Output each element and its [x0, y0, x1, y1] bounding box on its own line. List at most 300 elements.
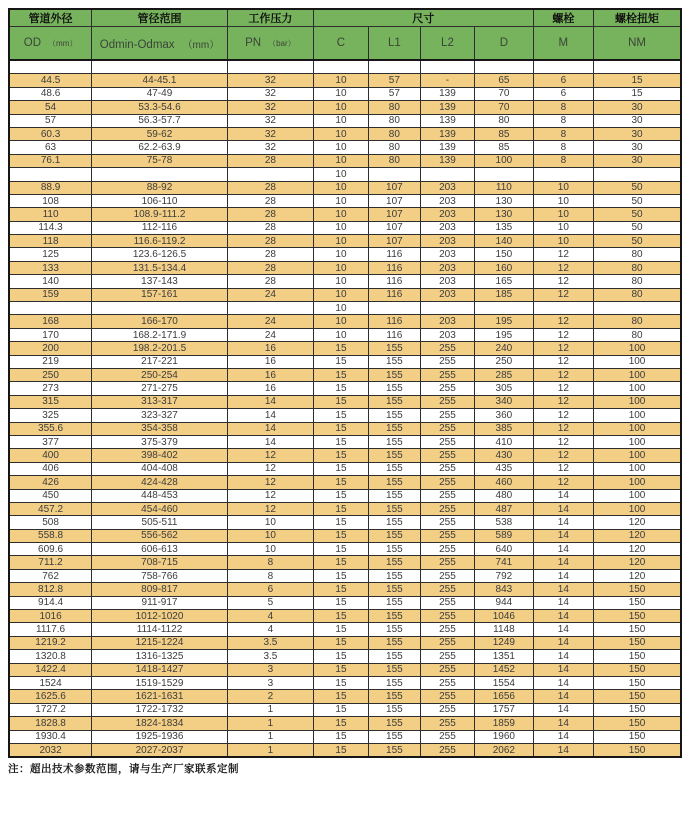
cell: 1422.4 [9, 663, 92, 676]
cell: 2032 [9, 743, 92, 757]
cell: 16 [227, 355, 313, 368]
cell: 4 [227, 623, 313, 636]
cell: 16 [227, 382, 313, 395]
cell: 150 [594, 690, 681, 703]
cell: 155 [369, 476, 421, 489]
cell: 155 [369, 516, 421, 529]
table-row [9, 208, 681, 221]
table-row [9, 194, 681, 207]
cell: 155 [369, 529, 421, 542]
cell: 640 [475, 543, 533, 556]
cell: 10 [313, 235, 368, 248]
cell: 273 [9, 382, 92, 395]
cell: 325 [9, 409, 92, 422]
cell: 14 [227, 395, 313, 408]
cell: 1 [227, 730, 313, 743]
cell [475, 60, 533, 74]
cell: 505-511 [92, 516, 228, 529]
cell: 8 [533, 101, 593, 114]
cell: 2027-2037 [92, 743, 228, 757]
cell: 155 [369, 623, 421, 636]
cell: 911-917 [92, 596, 228, 609]
cell: 589 [475, 529, 533, 542]
cell: 150 [594, 650, 681, 663]
cell: 1524 [9, 676, 92, 689]
cell: 1554 [475, 676, 533, 689]
cell: 14 [533, 650, 593, 663]
cell: 30 [594, 114, 681, 127]
cell: 1 [227, 703, 313, 716]
cell: 203 [420, 288, 474, 301]
cell: 10 [227, 543, 313, 556]
cell: 160 [475, 261, 533, 274]
table-row [9, 743, 681, 757]
cell: 100 [594, 382, 681, 395]
cell: 28 [227, 208, 313, 221]
cell: 203 [420, 275, 474, 288]
col-header-pn-unit: （bar） [268, 39, 296, 48]
cell: 44.5 [9, 74, 92, 87]
cell: 1757 [475, 703, 533, 716]
spacer-row [9, 168, 681, 181]
cell: 120 [594, 543, 681, 556]
cell: 1519-1529 [92, 676, 228, 689]
cell: 116 [369, 275, 421, 288]
cell: 10 [313, 208, 368, 221]
cell: 32 [227, 127, 313, 140]
cell: 155 [369, 489, 421, 502]
table-row [9, 101, 681, 114]
cell: 32 [227, 101, 313, 114]
cell: 50 [594, 181, 681, 194]
cell: 100 [594, 449, 681, 462]
cell: 255 [420, 529, 474, 542]
cell: 758-766 [92, 569, 228, 582]
cell: 255 [420, 717, 474, 730]
cell: 1625.6 [9, 690, 92, 703]
cell: 14 [533, 489, 593, 502]
cell: 1249 [475, 636, 533, 649]
table-row [9, 516, 681, 529]
cell: 255 [420, 476, 474, 489]
table-row [9, 583, 681, 596]
cell [313, 60, 368, 74]
cell: 285 [475, 368, 533, 381]
cell: 15 [313, 556, 368, 569]
header-group-range: 管径范围 [92, 9, 228, 27]
cell: 76.1 [9, 154, 92, 167]
cell: 155 [369, 395, 421, 408]
cell: 12 [533, 355, 593, 368]
col-header-l1: L1 [369, 27, 421, 61]
cell: 80 [594, 248, 681, 261]
cell: 15 [313, 502, 368, 515]
cell: 203 [420, 261, 474, 274]
cell: 139 [420, 87, 474, 100]
cell: 15 [313, 529, 368, 542]
cell: 15 [313, 355, 368, 368]
cell: 133 [9, 261, 92, 274]
cell: 195 [475, 315, 533, 328]
cell: 354-358 [92, 422, 228, 435]
cell: 155 [369, 435, 421, 448]
cell: 812.8 [9, 583, 92, 596]
cell: 609.6 [9, 543, 92, 556]
cell: 155 [369, 583, 421, 596]
table-row [9, 422, 681, 435]
cell: 8 [533, 127, 593, 140]
cell: 100 [594, 476, 681, 489]
cell: 8 [533, 114, 593, 127]
cell: 65 [475, 74, 533, 87]
cell [369, 60, 421, 74]
cell [594, 60, 681, 74]
table-row [9, 610, 681, 623]
cell: 155 [369, 743, 421, 757]
cell: 116 [369, 315, 421, 328]
cell: 410 [475, 435, 533, 448]
cell: 28 [227, 181, 313, 194]
table-row [9, 449, 681, 462]
cell: 435 [475, 462, 533, 475]
cell: 12 [227, 489, 313, 502]
cell: 44-45.1 [92, 74, 228, 87]
cell: 15 [313, 650, 368, 663]
cell: 47-49 [92, 87, 228, 100]
cell: 203 [420, 328, 474, 341]
cell: 255 [420, 663, 474, 676]
cell: 155 [369, 543, 421, 556]
cell: 255 [420, 543, 474, 556]
table-row [9, 435, 681, 448]
cell: 15 [313, 342, 368, 355]
col-header-odrange: Odmin-Odmax （mm） [92, 27, 228, 61]
cell: 139 [420, 114, 474, 127]
cell: 12 [533, 261, 593, 274]
cell: 14 [533, 502, 593, 515]
cell: 12 [227, 502, 313, 515]
cell: 10 [313, 74, 368, 87]
cell: 15 [313, 489, 368, 502]
cell: 10 [313, 288, 368, 301]
cell: 123.6-126.5 [92, 248, 228, 261]
cell: 155 [369, 462, 421, 475]
cell: 50 [594, 235, 681, 248]
cell: 1621-1631 [92, 690, 228, 703]
cell: 10 [313, 181, 368, 194]
cell: 48.6 [9, 87, 92, 100]
cell: 50 [594, 208, 681, 221]
cell: 1727.2 [9, 703, 92, 716]
cell: 1925-1936 [92, 730, 228, 743]
table-row [9, 409, 681, 422]
cell: 398-402 [92, 449, 228, 462]
table-row [9, 235, 681, 248]
cell: 56.3-57.7 [92, 114, 228, 127]
cell: 28 [227, 154, 313, 167]
cell: 30 [594, 101, 681, 114]
cell: 711.2 [9, 556, 92, 569]
table-row [9, 569, 681, 582]
cell: 762 [9, 569, 92, 582]
header-group-row [9, 9, 681, 27]
cell: 2 [227, 690, 313, 703]
table-row [9, 703, 681, 716]
cell: 843 [475, 583, 533, 596]
cell: 1016 [9, 610, 92, 623]
cell: 80 [369, 141, 421, 154]
cell: 107 [369, 208, 421, 221]
cell: 15 [313, 543, 368, 556]
cell: 360 [475, 409, 533, 422]
cell: 255 [420, 569, 474, 582]
cell: 14 [533, 529, 593, 542]
cell: 12 [533, 328, 593, 341]
table-row [9, 676, 681, 689]
cell: 15 [313, 395, 368, 408]
cell: 50 [594, 194, 681, 207]
cell: 12 [533, 462, 593, 475]
cell [92, 168, 228, 181]
cell: 14 [533, 610, 593, 623]
cell: 50 [594, 221, 681, 234]
cell: 155 [369, 676, 421, 689]
cell: 4 [227, 610, 313, 623]
cell: 15 [313, 596, 368, 609]
cell: 10 [313, 127, 368, 140]
cell: 10 [313, 114, 368, 127]
cell: 14 [227, 422, 313, 435]
table-row [9, 543, 681, 556]
cell: 107 [369, 221, 421, 234]
cell: 741 [475, 556, 533, 569]
cell: 155 [369, 342, 421, 355]
cell: 10 [313, 275, 368, 288]
cell: 15 [313, 569, 368, 582]
cell: 150 [594, 623, 681, 636]
cell: 400 [9, 449, 92, 462]
cell: 15 [313, 703, 368, 716]
cell: 3.5 [227, 650, 313, 663]
col-header-pn: PN （bar） [227, 27, 313, 61]
cell: 255 [420, 435, 474, 448]
cell: 150 [594, 636, 681, 649]
cell: 203 [420, 248, 474, 261]
cell: 150 [594, 596, 681, 609]
cell: 255 [420, 556, 474, 569]
cell: 100 [594, 368, 681, 381]
cell: - [420, 74, 474, 87]
cell: 60.3 [9, 127, 92, 140]
cell: 150 [594, 743, 681, 757]
cell: 1722-1732 [92, 703, 228, 716]
cell: 15 [313, 610, 368, 623]
cell: 30 [594, 141, 681, 154]
cell: 28 [227, 275, 313, 288]
cell: 480 [475, 489, 533, 502]
cell: 1148 [475, 623, 533, 636]
cell: 131.5-134.4 [92, 261, 228, 274]
cell: 10 [313, 328, 368, 341]
cell: 14 [533, 703, 593, 716]
cell: 110 [475, 181, 533, 194]
cell: 100 [594, 342, 681, 355]
cell: 203 [420, 181, 474, 194]
cell: 57 [369, 74, 421, 87]
cell: 6 [533, 74, 593, 87]
cell: 1960 [475, 730, 533, 743]
cell: 3.5 [227, 636, 313, 649]
cell: 14 [227, 409, 313, 422]
cell: 15 [313, 730, 368, 743]
cell: 80 [594, 275, 681, 288]
cell: 155 [369, 610, 421, 623]
cell: 10 [533, 181, 593, 194]
cell: 15 [313, 476, 368, 489]
cell: 14 [533, 556, 593, 569]
cell: 12 [227, 462, 313, 475]
cell: 1219.2 [9, 636, 92, 649]
cell: 30 [594, 154, 681, 167]
table-row [9, 476, 681, 489]
table-row [9, 730, 681, 743]
cell: 219 [9, 355, 92, 368]
cell: 110 [9, 208, 92, 221]
cell: 313-317 [92, 395, 228, 408]
cell: 255 [420, 636, 474, 649]
cell: 1452 [475, 663, 533, 676]
cell: 8 [533, 141, 593, 154]
cell: 450 [9, 489, 92, 502]
cell: 155 [369, 409, 421, 422]
cell: 15 [313, 435, 368, 448]
table-row [9, 529, 681, 542]
cell: 75-78 [92, 154, 228, 167]
cell: 15 [313, 449, 368, 462]
cell: 255 [420, 342, 474, 355]
cell: 32 [227, 114, 313, 127]
cell: 15 [313, 676, 368, 689]
cell: 255 [420, 409, 474, 422]
cell: 200 [9, 342, 92, 355]
cell: 14 [533, 690, 593, 703]
table-row [9, 650, 681, 663]
cell: 12 [533, 342, 593, 355]
cell: 240 [475, 342, 533, 355]
cell [9, 302, 92, 315]
cell: 14 [227, 435, 313, 448]
cell: 100 [594, 409, 681, 422]
cell: 305 [475, 382, 533, 395]
header-group-od: 管道外径 [9, 9, 92, 27]
cell: 120 [594, 569, 681, 582]
table-body [9, 60, 681, 757]
cell: 340 [475, 395, 533, 408]
cell: 80 [594, 288, 681, 301]
cell: 106-110 [92, 194, 228, 207]
cell: 406 [9, 462, 92, 475]
cell: 355.6 [9, 422, 92, 435]
cell: 12 [533, 368, 593, 381]
cell: 1012-1020 [92, 610, 228, 623]
col-header-c: C [313, 27, 368, 61]
cell: 15 [313, 663, 368, 676]
cell: 14 [533, 636, 593, 649]
cell: 130 [475, 208, 533, 221]
cell: 5 [227, 596, 313, 609]
table-row [9, 717, 681, 730]
cell: 155 [369, 650, 421, 663]
table-row [9, 261, 681, 274]
cell: 80 [369, 101, 421, 114]
cell: 100 [475, 154, 533, 167]
cell: 457.2 [9, 502, 92, 515]
cell [420, 302, 474, 315]
spacer-row [9, 60, 681, 74]
cell: 203 [420, 194, 474, 207]
cell: 1114-1122 [92, 623, 228, 636]
cell: 155 [369, 502, 421, 515]
cell: 538 [475, 516, 533, 529]
cell: 10 [533, 194, 593, 207]
table-row [9, 328, 681, 341]
cell: 100 [594, 355, 681, 368]
cell: 57 [369, 87, 421, 100]
cell: 14 [533, 516, 593, 529]
cell: 1316-1325 [92, 650, 228, 663]
col-header-nm: NM [594, 27, 681, 61]
table-row [9, 663, 681, 676]
cell: 3 [227, 663, 313, 676]
cell: 15 [313, 422, 368, 435]
cell: 139 [420, 154, 474, 167]
cell: 80 [475, 114, 533, 127]
cell: 12 [533, 435, 593, 448]
table-row [9, 502, 681, 515]
cell: 24 [227, 288, 313, 301]
cell: 70 [475, 101, 533, 114]
cell: 487 [475, 502, 533, 515]
cell: 53.3-54.6 [92, 101, 228, 114]
cell: 16 [227, 368, 313, 381]
cell: 255 [420, 623, 474, 636]
cell: 15 [313, 462, 368, 475]
cell: 100 [594, 502, 681, 515]
cell: 12 [533, 449, 593, 462]
cell: 203 [420, 221, 474, 234]
cell: 14 [533, 663, 593, 676]
cell: 80 [594, 261, 681, 274]
cell: 10 [313, 261, 368, 274]
table-row [9, 462, 681, 475]
cell: 255 [420, 743, 474, 757]
cell: 155 [369, 449, 421, 462]
cell: 100 [594, 462, 681, 475]
table-row [9, 154, 681, 167]
cell: 12 [533, 248, 593, 261]
cell: 1 [227, 717, 313, 730]
cell [420, 60, 474, 74]
cell: 80 [594, 315, 681, 328]
cell: 198.2-201.5 [92, 342, 228, 355]
cell: 107 [369, 194, 421, 207]
cell: 914.4 [9, 596, 92, 609]
cell [227, 302, 313, 315]
cell: 426 [9, 476, 92, 489]
cell: 15 [313, 743, 368, 757]
cell: 155 [369, 690, 421, 703]
cell: 85 [475, 141, 533, 154]
